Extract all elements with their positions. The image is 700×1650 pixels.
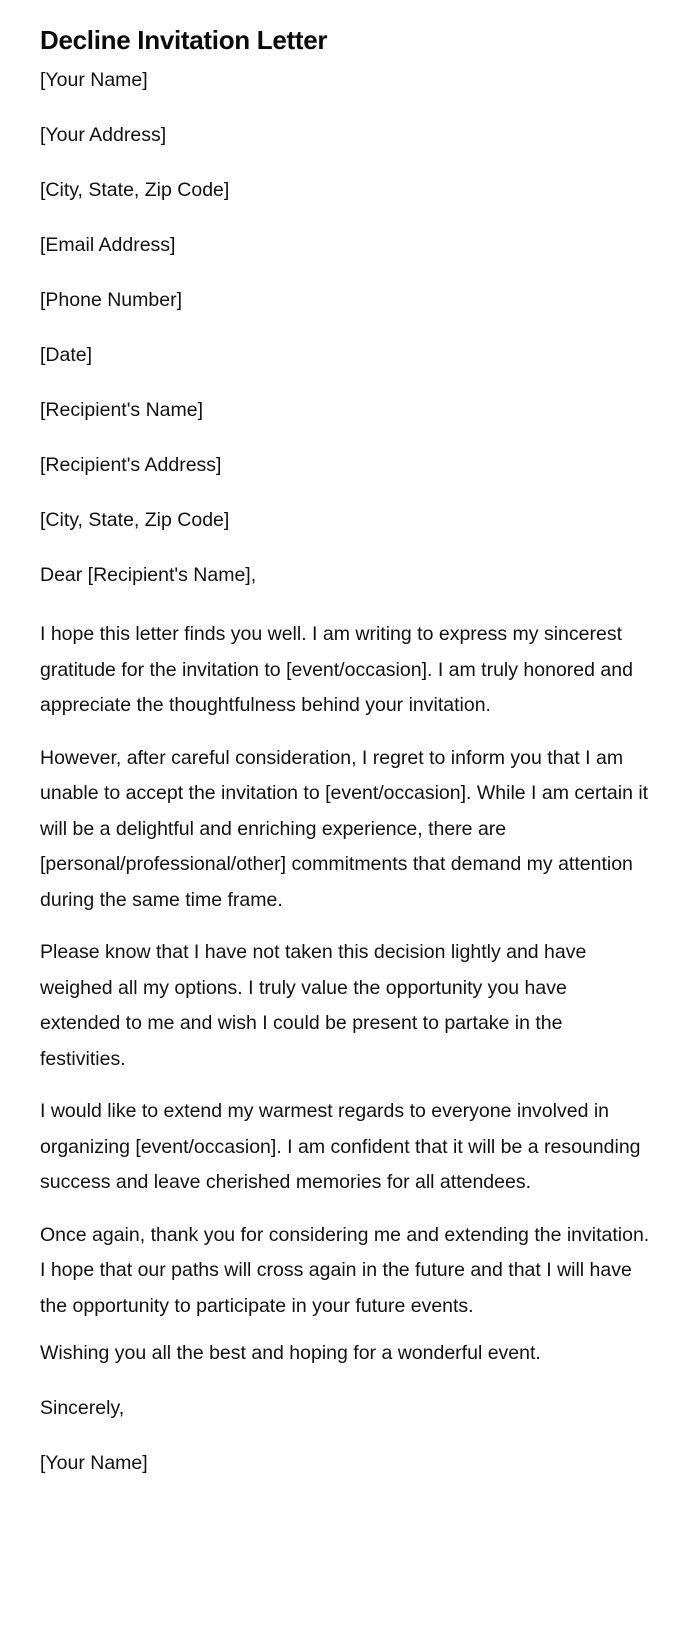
sender-address: [Your Address] <box>40 124 167 146</box>
body-paragraph-1: I hope this letter finds you well. I am writing to express my sincerest gratitude for the invitation to [event/occasion]. I am truly honored and appreciate the thoughtfulness behind your invitation. <box>40 623 633 716</box>
body-paragraph-2: However, after careful consideration, I regret to inform you that I am unable to accept the invitation to [event/occasion]. While I am certain it will be a delightful and enriching experience, there are [personal/professional/other] commitments that demand my attention during the same time frame. <box>40 746 649 911</box>
body-paragraph-3: Please know that I have not taken this decision lightly and have weighed all my options. I truly value the opportunity you have extended to me and wish I could be present to partake in the festivities. <box>40 941 587 1070</box>
sender-email: [Email Address] <box>40 234 176 256</box>
sender-city-state-zip: [City, State, Zip Code] <box>40 179 230 201</box>
sender-phone: [Phone Number] <box>40 289 182 311</box>
closing-line: Wishing you all the best and hoping for a wonderful event. <box>40 1342 541 1364</box>
letter-date: [Date] <box>40 344 93 366</box>
recipient-city-state-zip: [City, State, Zip Code] <box>40 509 230 531</box>
sign-off: Sincerely, <box>40 1397 125 1419</box>
salutation: Dear [Recipient's Name], <box>40 564 257 586</box>
sender-name: [Your Name] <box>40 69 148 91</box>
recipient-address: [Recipient's Address] <box>40 454 222 476</box>
letter-page <box>40 22 650 1506</box>
recipient-name: [Recipient's Name] <box>40 399 204 421</box>
signature-name: [Your Name] <box>40 1452 148 1474</box>
body-paragraph-5: Once again, thank you for considering me and extending the invitation. I hope that our paths will cross again in the future and that I will have the opportunity to participate in your future events. <box>40 1223 650 1317</box>
body-paragraph-4: I would like to extend my warmest regards to everyone involved in organizing [event/occasion]. I am confident that it will be a resounding success and leave cherished memories for all attendees. <box>40 1100 641 1193</box>
page-title: Decline Invitation Letter <box>40 25 328 55</box>
